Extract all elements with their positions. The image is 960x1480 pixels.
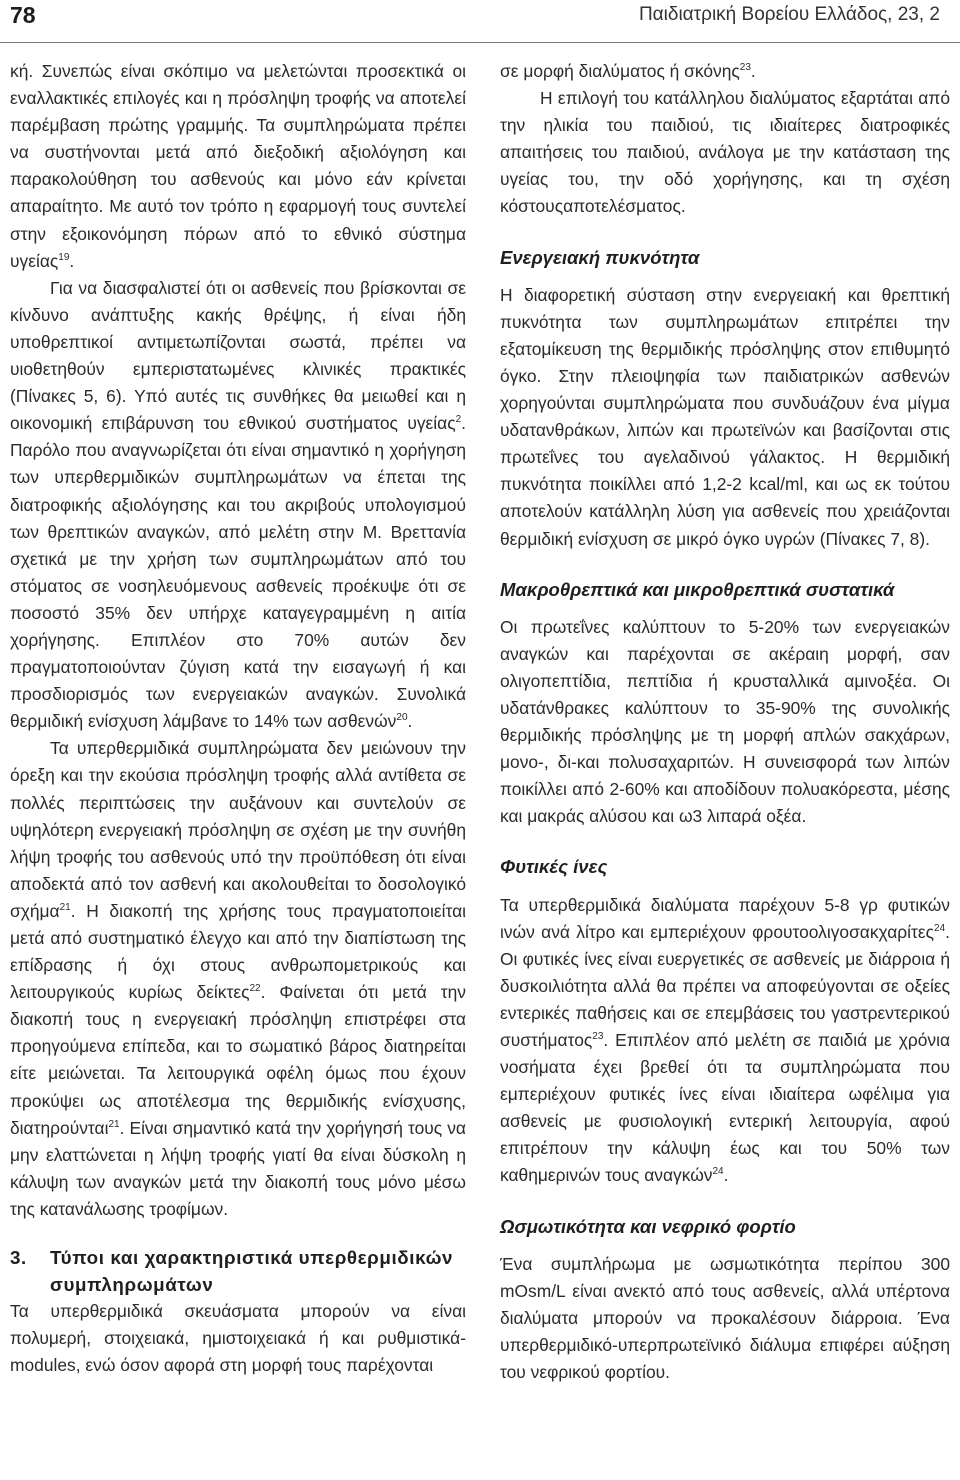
section-number: 3.	[10, 1247, 27, 1269]
citation: 23	[739, 62, 751, 74]
left-column	[10, 58, 466, 1379]
subheading-fiber: Φυτικές ίνες	[500, 856, 608, 878]
citation: 20	[396, 712, 408, 724]
citation: 23	[592, 1031, 604, 1043]
citation: 21	[108, 1118, 120, 1130]
paragraph: Η διαφορετική σύσταση στην ενεργειακή και θρεπτική πυκνότητα των συμπληρωμάτων επιτρέπει την εξατομίκευση της θερμιδικής πρόσληψης στον επιθυμητό όγκο. Στην πλειοψηφία των παιδιατρικών ασθενών χορηγούνται συμπληρώματα που συνδυάζουν ένα μίγμα υδατανθράκων, λιπών και πρωτεϊνών και βασίζονται στις πρωτεΐνες του αγελαδινού γάλακτος. Η θερμιδική πυκνότητα ποικίλλει από 1,2-2 kcal/ml, και ως εκ τούτου αποτελούν κατάλληλη λύση για ασθενείς που χρειάζονται θερμιδική ενίσχυση σε μικρό όγκο υγρών (Πίνακες 7, 8).	[500, 284, 950, 549]
right-column	[500, 58, 950, 1386]
citation: 22	[249, 983, 261, 995]
subheading-macronutrients: Μακροθρεπτικά και μικροθρεπτικά συστατικά	[500, 578, 895, 600]
citation: 19	[58, 251, 70, 263]
paragraph: Τα υπερθερμιδικά σκευάσματα μπορούν να είναι πολυμερή, στοιχειακά, ημιστοιχειακά ή και ρυθμιστικά-modules, ενώ όσον αφορά στη μορφή τους παρέχονται	[10, 1301, 466, 1376]
paragraph: Τα υπερθερμιδικά διαλύματα παρέχουν 5-8 γρ φυτικών ινών ανά λίτρο και εμπεριέχουν φρουτοολιγοσακχαρίτες$^{24}$. Οι φυτικές ίνες είναι ευεργετικές σε ασθενείς με διάρροια ή δυσκοιλιότητα αλλά θα πρέπει να αποφεύγονται σε οξείες εντερικές παθήσεις και σε επεμβάσεις του γαστρεντερικού συστήματος$^{23}$. Επιπλέον από μελέτη σε παιδιά με χρόνια νοσήματα έχει βρεθεί ότι τα συμπληρώματα που εμπεριέχουν φυτικές ίνες είναι ιδιαίτερα ωφέλιμα για ασθενείς με φυσιολογική εντερική λειτουργία, αφού επιτρέπουν την κάλυψη έως και του 50% των καθημερινών τους αναγκών$^{24}$.	[500, 894, 950, 1186]
section-title: Τύποι και χαρακτηριστικά υπερθερμιδικών συμπληρωμάτων	[50, 1247, 454, 1296]
page-header	[0, 0, 960, 44]
citation: 2	[455, 414, 462, 426]
citation: 21	[59, 902, 71, 914]
section-heading	[10, 1244, 466, 1298]
paragraph: κή. Συνεπώς είναι σκόπιμο να μελετώνται προσεκτικά οι εναλλακτικές επιλογές και η πρόσληψη τροφής να αποτελεί παρέμβαση πρώτης γραμμής. Τα συμπληρώματα πρέπει να συστήνονται μετά από διεξοδική αξιολόγηση και παρακολούθηση του ασθενούς και μόνο εάν κρίνεται απαραίτητο. Με αυτό τον τρόπο η εφαρμογή τους συντελεί στην εξοικονόμηση πόρων από το εθνικό σύστημα υγείας$^{19}$.	[10, 61, 466, 271]
paragraph: Τα υπερθερμιδικά συμπληρώματα δεν μειώνουν την όρεξη και την εκούσια πρόσληψη τροφής αλλά αντίθετα σε πολλές περιπτώσεις την αυξάνουν και συντελούν σε υψηλότερη ενεργειακή πρόσληψη σε σχέση με την συνήθη λήψη τροφής του ασθενούς υπό την προϋπόθεση ότι είναι αποδεκτά από τον ασθενή και ακολουθείται το δοσολογικό σχήμα$^{21}$. Η διακοπή της χρήσης τους πραγματοποιείται μετά από συστηματικό έλεγχο και από την διαπίστωση της επίδρασης ή όχι στους ανθρωπομετρικούς και λειτουργικούς κυρίως δείκτες$^{22}$. Φαίνεται ότι μετά την διακοπή τους η ενεργειακή πρόσληψη επιστρέφει στα προηγούμενα επίπεδα, και το σωματικό βάρος διατηρείται είτε μειώνεται. Τα λειτουργικά οφέλη όμως που έχουν προκύψει ως αποτέλεσμα της θερμιδικής ενίσχυσης, διατηρούνται$^{21}$. Είναι σημαντικό κατά την χορήγησή τους να μην ελαττώνεται η λήψη τροφής γιατί θα είναι δύσκολη η κάλυψη των αναγκών μετά την διακοπή τους μόνο μέσω της κατανάλωσης τροφίμων.	[10, 738, 466, 1219]
paragraph: σε μορφή διαλύματος ή σκόνης$^{23}$.	[500, 61, 756, 81]
subheading-osmolality: Ωσμωτικότητα και νεφρικό φορτίο	[500, 1215, 796, 1237]
paragraph: Ένα συμπλήρωμα με ωσμωτικότητα περίπου 300 mOsm/L είναι ανεκτό από τους ασθενείς, αλλά υπέρτονα διαλύματα μπορούν να προκαλέσουν διάρροια. Ένα υπερθερμιδικό-υπερπρωτεϊνικό διάλυμα επιφέρει αύξηση του νεφρικού φορτίου.	[500, 1253, 950, 1383]
journal-title: Παιδιατρική Βορείου Ελλάδος, 23, 2	[638, 4, 940, 25]
header-rule	[0, 42, 960, 43]
citation: 24	[712, 1166, 724, 1178]
paragraph: Οι πρωτεΐνες καλύπτουν το 5-20% των ενεργειακών αναγκών και παρέχονται σε ακέραιη μορφή, σαν ολιγοπεπτίδια, πεπτίδια ή κρυσταλλικά αμινοξέα. Οι υδατάνθρακες καλύπτουν το 35-90% της συνολικής θερμιδικής πρόσληψης με τη μορφή απλών σακχάρων, μονο-, δι-και πολυσαχαριτών. Η συνεισφορά των λιπών ποικίλλει από 2-60% και αποδίδουν πολυακόρεστα, μέσης και μακράς αλύσου και ω3 λιπαρά οξέα.	[500, 616, 950, 827]
subheading-energy-density: Ενεργειακή πυκνότητα	[500, 246, 700, 268]
page-number: 78	[10, 2, 36, 28]
citation: 24	[934, 922, 946, 934]
paragraph: Η επιλογή του κατάλληλου διαλύματος εξαρτάται από την ηλικία του παιδιού, τις ιδιαίτερες διατροφικές απαιτήσεις του παιδιού, ανάλογα με την κατάσταση της υγείας του, την οδό χορήγησης, και τη σχέση κόστουςαποτελέσματος.	[500, 88, 950, 217]
paragraph: Για να διασφαλιστεί ότι οι ασθενείς που βρίσκονται σε κίνδυνο ανάπτυξης κακής θρέψης, ή είναι ήδη υποθρεπτικοί αντιμετωπίζονται σωστά, πρέπει να υιοθετηθούν εμπεριστατωμένες κλινικές πρακτικές (Πίνακες 5, 6). Υπό αυτές τις συνθήκες θα μειωθεί και η οικονομική επιβάρυνση του εθνικού συστήματος υγείας$^2$. Παρόλο που αναγνωρίζεται ότι είναι σημαντικό η χορήγηση των υπερθερμιδικών συμπληρωμάτων να έπεται της διατροφικής αξιολόγησης και του ακριβούς υπολογισμού των θρεπτικών αναγκών, από μελέτη στην Μ. Βρεττανία σχετικά με την χρήση των συμπληρωμάτων από του στόματος σε νοσηλευόμενους ασθενείς προέκυψε ότι σε ποσοστό 35% δεν υπήρχε καταγεγραμμένη η αιτία χορήγησης. Επιπλέον στο 70% αυτών δεν πραγματοποιούνταν ζύγιση κατά την εισαγωγή ή και προσδιορισμός των ενεργειακών αναγκών. Συνολικά θερμιδική ενίσχυση λάμβανε το 14% των ασθενών$^{20}$.	[10, 277, 466, 732]
